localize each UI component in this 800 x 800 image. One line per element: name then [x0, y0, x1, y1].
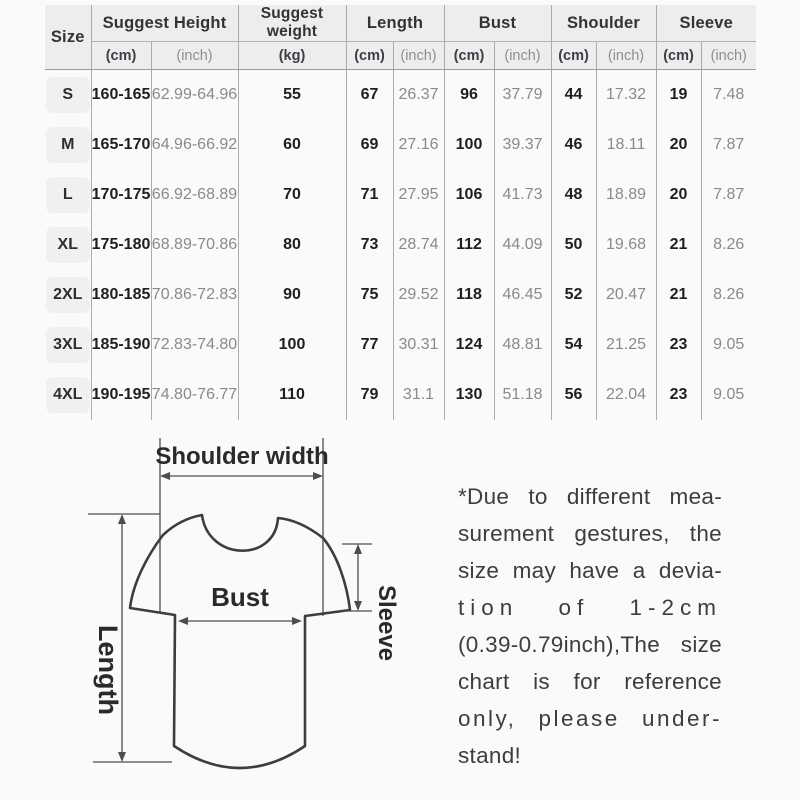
table-cell: 28.74 — [393, 220, 444, 270]
table-cell: 37.79 — [494, 70, 551, 121]
note-line: (0.39-0.79inch),The size — [458, 632, 722, 657]
table-cell: 20.47 — [596, 270, 656, 320]
table-cell: 48 — [551, 170, 596, 220]
shoulder-width-label: Shoulder width — [155, 443, 329, 470]
note-line: chart is for reference — [458, 669, 722, 694]
table-cell: 27.16 — [393, 120, 444, 170]
unit-bust-cm: (cm) — [444, 42, 494, 70]
table-cell: 72.83-74.80 — [151, 320, 238, 370]
table-cell: 180-185 — [91, 270, 151, 320]
arrowhead-down-icon — [354, 601, 362, 611]
unit-bust-inch: (inch) — [494, 42, 551, 70]
table-cell: 79 — [346, 370, 393, 420]
table-cell: 60 — [238, 120, 346, 170]
table-cell: 29.52 — [393, 270, 444, 320]
measurement-note — [458, 478, 722, 774]
table-cell: 118 — [444, 270, 494, 320]
table-cell: 26.37 — [393, 70, 444, 121]
table-cell: 44.09 — [494, 220, 551, 270]
table-cell: 69 — [346, 120, 393, 170]
size-cell — [45, 70, 91, 121]
table-cell: 18.11 — [596, 120, 656, 170]
table-cell: 54 — [551, 320, 596, 370]
arrowhead-right-icon — [292, 617, 302, 625]
table-cell: 73 — [346, 220, 393, 270]
table-cell: 190-195 — [91, 370, 151, 420]
table-row — [45, 120, 756, 170]
size-label: S — [46, 77, 90, 113]
column-header-suggest-height: Suggest Height — [91, 5, 238, 42]
table-row — [45, 270, 756, 320]
table-cell: 165-170 — [91, 120, 151, 170]
table-cell: 21 — [656, 270, 701, 320]
table-header-units — [45, 42, 756, 70]
size-cell — [45, 220, 91, 270]
table-cell: 80 — [238, 220, 346, 270]
table-cell: 74.80-76.77 — [151, 370, 238, 420]
column-header-sleeve: Sleeve — [656, 5, 756, 42]
sleeve-label: Sleeve — [373, 584, 400, 662]
table-cell: 68.89-70.86 — [151, 220, 238, 270]
bust-label: Bust — [211, 582, 269, 612]
table-cell: 67 — [346, 70, 393, 121]
table-cell: 175-180 — [91, 220, 151, 270]
table-cell: 18.89 — [596, 170, 656, 220]
column-header-length: Length — [346, 5, 444, 42]
table-cell: 19.68 — [596, 220, 656, 270]
table-header-groups — [45, 5, 756, 42]
table-cell: 30.31 — [393, 320, 444, 370]
unit-weight-kg: (kg) — [238, 42, 346, 70]
unit-shoulder-cm: (cm) — [551, 42, 596, 70]
unit-height-inch: (inch) — [151, 42, 238, 70]
size-label: M — [46, 127, 90, 163]
table-cell: 7.87 — [713, 186, 745, 203]
unit-length-inch: (inch) — [393, 42, 444, 70]
size-cell — [45, 370, 91, 420]
table-cell: 90 — [238, 270, 346, 320]
note-line: *Due to different mea- — [458, 484, 722, 509]
table-cell: 55 — [238, 70, 346, 121]
table-cell: 70.86-72.83 — [151, 270, 238, 320]
table-cell: 106 — [444, 170, 494, 220]
table-cell: 8.26 — [713, 236, 745, 253]
table-cell: 50 — [551, 220, 596, 270]
table-cell: 44 — [551, 70, 596, 121]
note-line: stand! — [458, 743, 522, 768]
table-cell: 7.48 — [713, 86, 745, 103]
note-line: surement gestures, the — [458, 521, 722, 546]
unit-height-cm: (cm) — [91, 42, 151, 70]
table-cell: 27.95 — [393, 170, 444, 220]
table-cell: 160-165 — [91, 70, 151, 121]
table-cell: 8.26 — [713, 286, 745, 303]
tshirt-outline — [130, 515, 350, 768]
size-label: L — [46, 177, 90, 213]
unit-shoulder-inch: (inch) — [596, 42, 656, 70]
table-cell: 52 — [551, 270, 596, 320]
table-cell: 100 — [238, 320, 346, 370]
table-cell: 70 — [238, 170, 346, 220]
table-cell: 130 — [444, 370, 494, 420]
table-cell: 112 — [444, 220, 494, 270]
table-row — [45, 320, 756, 370]
table-cell: 21 — [656, 220, 701, 270]
table-cell: 51.18 — [494, 370, 551, 420]
table-cell: 62.99-64.96 — [151, 70, 238, 121]
size-cell — [45, 320, 91, 370]
table-cell: 100 — [444, 120, 494, 170]
arrowhead-up-icon — [354, 544, 362, 554]
table-cell: 110 — [238, 370, 346, 420]
note-line: only, please under- — [458, 706, 722, 731]
column-header-suggest-weight: Suggest weight — [238, 5, 346, 42]
table-cell: 124 — [444, 320, 494, 370]
size-cell — [45, 120, 91, 170]
table-cell: 66.92-68.89 — [151, 170, 238, 220]
table-row — [45, 220, 756, 270]
size-label: 4XL — [46, 377, 90, 413]
table-cell: 170-175 — [91, 170, 151, 220]
table-cell: 23 — [656, 320, 701, 370]
table-cell: 19 — [656, 70, 701, 121]
table-cell: 96 — [444, 70, 494, 121]
table-cell: 64.96-66.92 — [151, 120, 238, 170]
unit-sleeve-cm: (cm) — [656, 42, 701, 70]
table-cell: 56 — [551, 370, 596, 420]
size-label: 2XL — [46, 277, 90, 313]
table-cell: 41.73 — [494, 170, 551, 220]
size-chart-table — [45, 5, 756, 420]
arrowhead-left-icon — [178, 617, 188, 625]
table-cell: 48.81 — [494, 320, 551, 370]
arrowhead-right-icon — [313, 472, 323, 480]
tshirt-measurement-diagram — [50, 428, 430, 793]
size-label: 3XL — [46, 327, 90, 363]
table-cell: 20 — [656, 170, 701, 220]
table-row — [45, 170, 756, 220]
column-header-bust: Bust — [444, 5, 551, 42]
table-cell: 77 — [346, 320, 393, 370]
size-table-body — [45, 70, 756, 421]
table-cell: 39.37 — [494, 120, 551, 170]
table-cell: 71 — [346, 170, 393, 220]
size-cell — [45, 270, 91, 320]
length-label: Length — [93, 625, 123, 715]
arrowhead-up-icon — [118, 514, 126, 524]
note-line: size may have a devia- — [458, 558, 722, 583]
unit-sleeve-inch: (inch) — [701, 42, 756, 70]
table-cell: 185-190 — [91, 320, 151, 370]
table-cell: 23 — [656, 370, 701, 420]
note-line: tion of 1-2cm — [458, 595, 722, 620]
size-cell — [45, 170, 91, 220]
size-label: XL — [46, 227, 90, 263]
table-cell: 21.25 — [596, 320, 656, 370]
table-cell: 17.32 — [596, 70, 656, 121]
table-cell: 9.05 — [713, 336, 745, 353]
table-cell: 20 — [656, 120, 701, 170]
arrowhead-down-icon — [118, 752, 126, 762]
column-header-shoulder: Shoulder — [551, 5, 656, 42]
unit-length-cm: (cm) — [346, 42, 393, 70]
table-row — [45, 370, 756, 420]
table-cell: 22.04 — [596, 370, 656, 420]
column-header-size: Size — [45, 5, 91, 70]
table-cell: 75 — [346, 270, 393, 320]
table-cell: 31.1 — [393, 370, 444, 420]
table-cell: 46.45 — [494, 270, 551, 320]
table-cell: 9.05 — [713, 386, 745, 403]
table-cell: 46 — [551, 120, 596, 170]
table-cell: 7.87 — [713, 136, 745, 153]
table-row — [45, 70, 756, 121]
arrowhead-left-icon — [160, 472, 170, 480]
